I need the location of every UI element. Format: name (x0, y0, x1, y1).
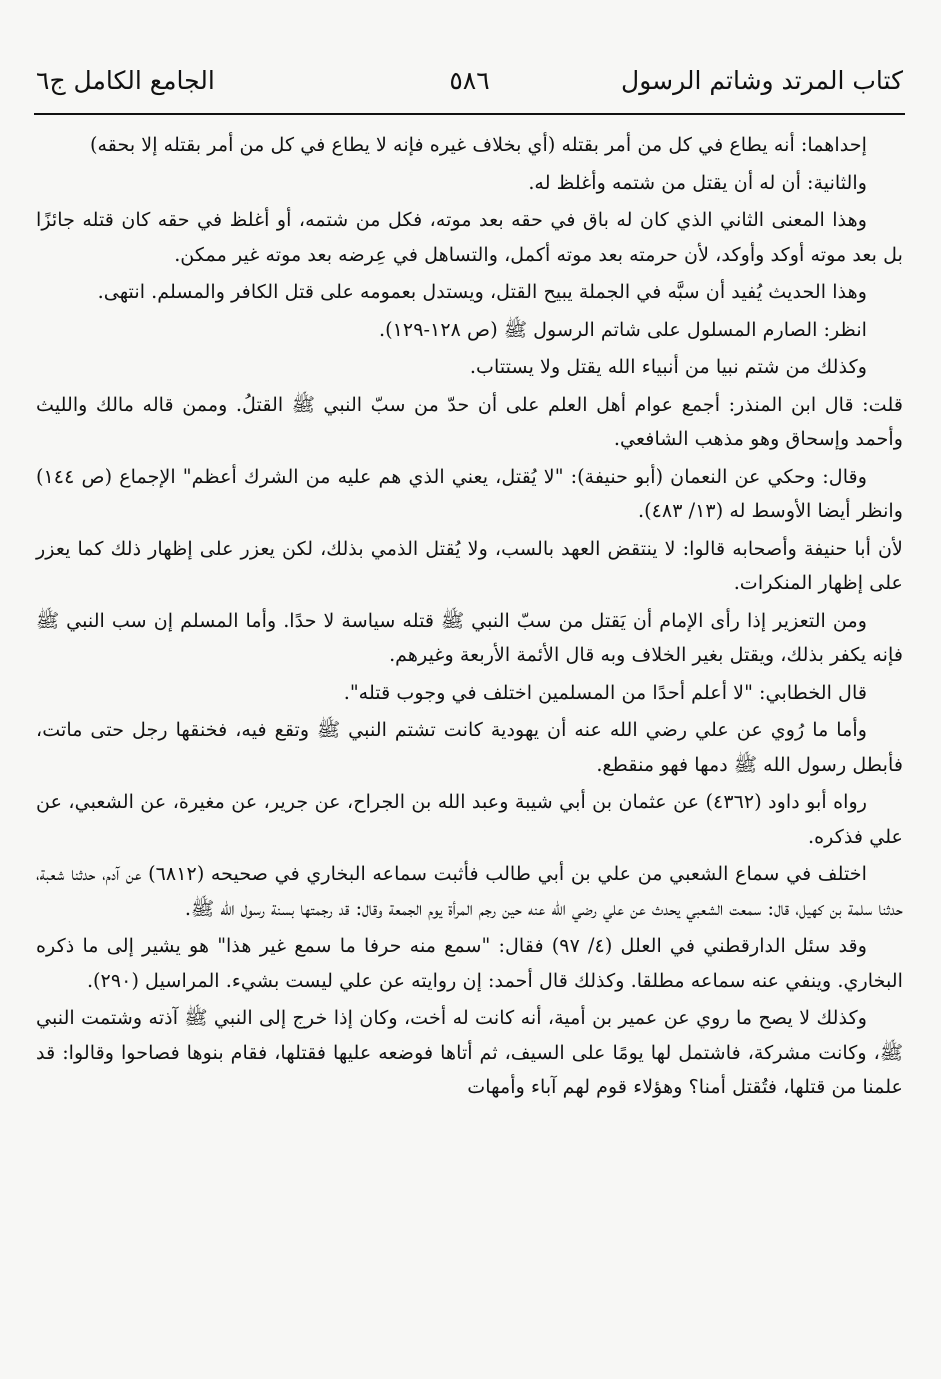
paragraph: إحداهما: أنه يطاع في كل من أمر بقتله (أي بخلاف غيره فإنه لا يطاع في كل من أمر بقتله إلا بحقه) (89, 133, 867, 156)
paragraph: قلت: قال ابن المنذر: أجمع عوام أهل العلم على أن حدّ من سبّ النبي ﷺ القتلُ. وممن قاله مالك والليث وأحمد وإسحاق وهو مذهب الشافعي. (36, 392, 903, 450)
paragraph: وهذا الحديث يُفيد أن سبَّه في الجملة يبيح القتل، ويستدل بعمومه على قتل الكافر والمسلم. انتهى. (97, 280, 867, 303)
header-rule (34, 113, 905, 115)
paragraph: انظر: الصارم المسلول على شاتم الرسول ﷺ (ص ١٢٨-١٢٩). (379, 317, 867, 341)
paragraph: وقد سئل الدارقطني في العلل (٤/ ٩٧) فقال: "سمع منه حرفا ما سمع غير هذا" هو يشير إلى ما ذكره البخاري. وينفي عنه سماعه مطلقا. وكذلك قال أحمد: إن روايته عن علي ليست بشيء. المراسيل (٢٩٠). (36, 934, 903, 992)
paragraph: وكذلك لا يصح ما روي عن عمير بن أمية، أنه كانت له أخت، وكان إذا خرج إلى النبي ﷺ آذته وشتمت النبي ﷺ، وكانت مشركة، فاشتمل لها يومًا على السيف، ثم أتاها فوضعه عليها فقتلها، فقام بنوها فصاحوا وقالوا: قد علمنا من قتلها، فتُقتل أمنا؟ وهؤلاء قوم لهم آباء وأمهات (36, 1006, 903, 1098)
paragraph: والثانية: أن له أن يقتل من شتمه وأغلظ له. (528, 170, 867, 194)
paragraph: اختلف في سماع الشعبي من علي بن أبي طالب فأثبت سماعه البخاري في صحيحه (٦٨١٢) عن آدم، حدثنا شعبة، حدثنا سلمة بن كهيل، قال: سمعت الشعبي يحدث عن علي رضي الله عنه حين رجم المرأة يوم الجمعة وقال: قد رجمتها بسنة رسول الله ﷺ. (36, 862, 903, 920)
paragraph: رواه أبو داود (٤٣٦٢) عن عثمان بن أبي شيبة وعبد الله بن الجراح، عن جرير، عن مغيرة، عن الشعبي، عن علي فذكره. (36, 790, 903, 848)
page-number: ٥٨٦ (449, 66, 490, 95)
book-title: كتاب المرتد وشاتم الرسول (621, 66, 903, 95)
paragraph: وكذلك من شتم نبيا من أنبياء الله يقتل ولا يستتاب. (469, 355, 867, 378)
paragraph: قال الخطابي: "لا أعلم أحدًا من المسلمين اختلف في وجوب قتله". (343, 680, 867, 704)
running-header (36, 60, 903, 108)
paragraph: ومن التعزير إذا رأى الإمام أن يَقتل من سبّ النبي ﷺ قتله سياسة لا حدًا. وأما المسلم إن سب النبي ﷺ فإنه يكفر بذلك، ويقتل بغير الخلاف وبه قال الأئمة الأربعة وغيرهم. (36, 608, 903, 666)
page-body (36, 128, 903, 1108)
volume-title: الجامع الكامل ج٦ (36, 66, 215, 95)
paragraph: وأما ما رُوي عن علي رضي الله عنه أن يهودية كانت تشتم النبي ﷺ وتقع فيه، فخنقها رجل حتى ماتت، فأبطل رسول الله ﷺ دمها فهو منقطع. (36, 718, 903, 776)
paragraph: لأن أبا حنيفة وأصحابه قالوا: لا ينتقض العهد بالسب، ولا يُقتل الذمي بذلك، لكن يعزر على إظهار ذلك كما يعزر على إظهار المنكرات. (36, 536, 903, 594)
paragraph: وقال: وحكي عن النعمان (أبو حنيفة): "لا يُقتل، يعني الذي هم عليه من الشرك أعظم" الإجماع (ص ١٤٤) وانظر أيضا الأوسط له (١٣/ ٤٨٣). (36, 464, 903, 522)
paragraph: وهذا المعنى الثاني الذي كان له باق في حقه بعد موته، فكل من شتمه، أو أغلظ في حقه كان قتله جائزًا بل بعد موته أوكد وأوكد، لأن حرمته بعد موته أكمل، والتساهل في عِرضه بعد موته غير ممكن. (36, 208, 903, 266)
